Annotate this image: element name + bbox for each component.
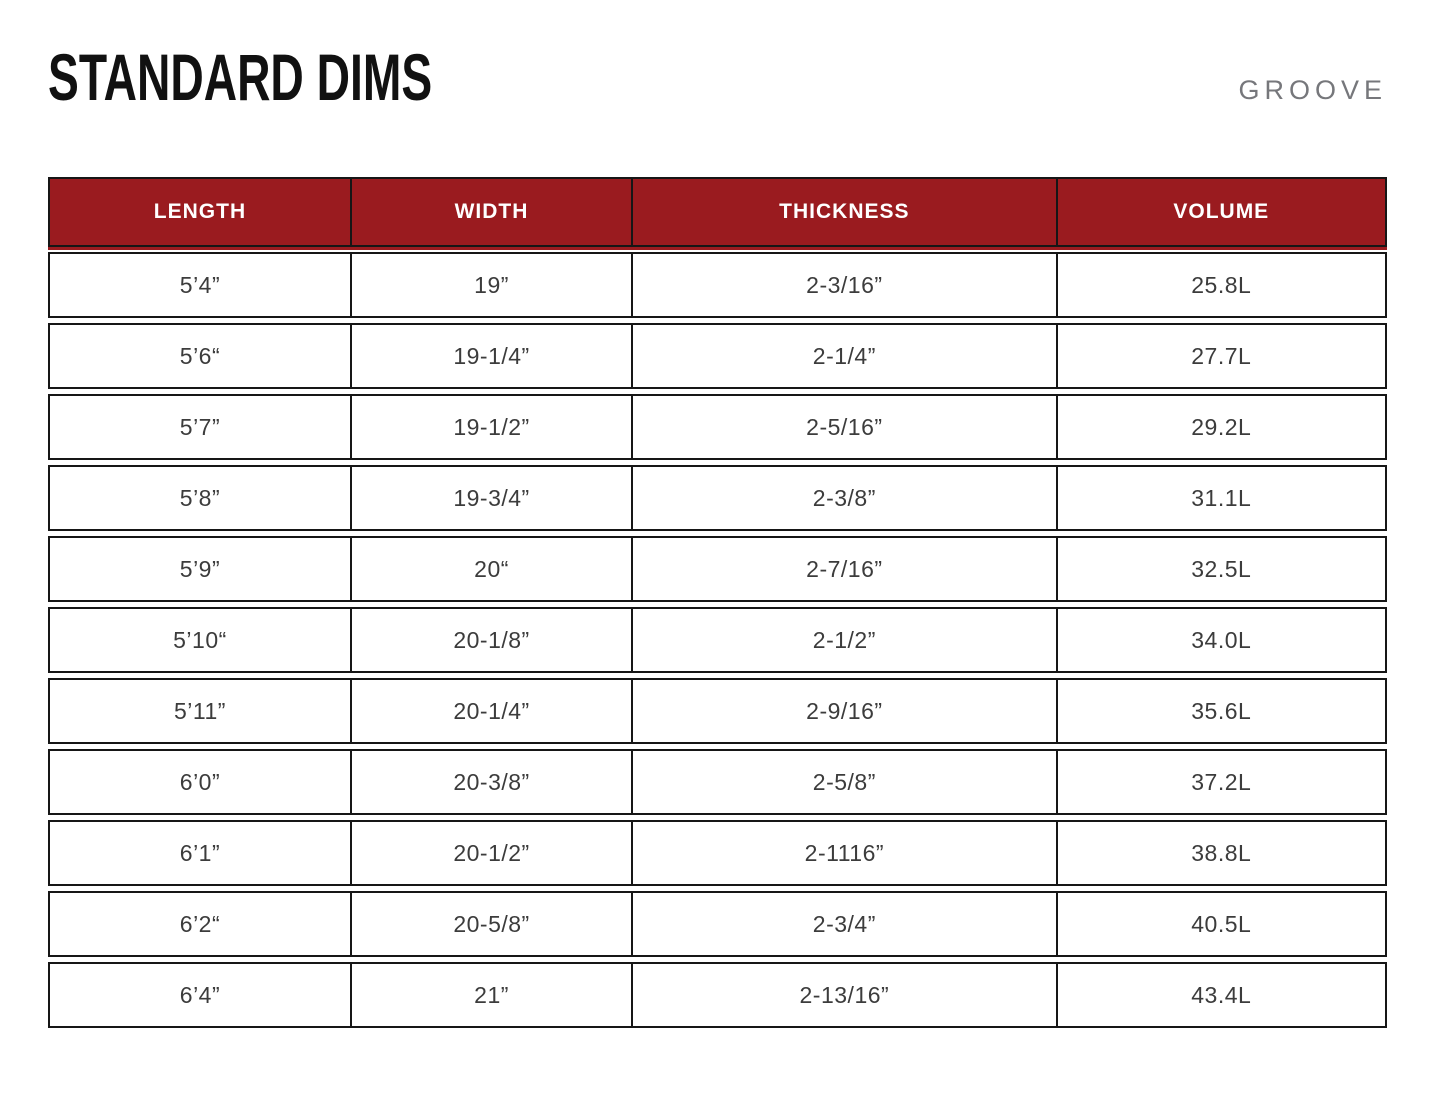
table-cell: 19” [352, 252, 633, 318]
table-cell: 5’7” [48, 394, 352, 460]
table-cell: 20-1/4” [352, 678, 633, 744]
table-row [48, 536, 1387, 602]
table-cell: 31.1L [1058, 465, 1387, 531]
dims-table-wrap [48, 172, 1387, 1033]
table-cell: 20“ [352, 536, 633, 602]
page-title: STANDARD DIMS [48, 40, 433, 114]
table-cell: 38.8L [1058, 820, 1387, 886]
table-cell: 35.6L [1058, 678, 1387, 744]
header-row [48, 177, 1387, 247]
table-cell: 27.7L [1058, 323, 1387, 389]
table-row [48, 607, 1387, 673]
table-cell: 20-5/8” [352, 891, 633, 957]
table-row [48, 678, 1387, 744]
table-cell: 5’6“ [48, 323, 352, 389]
table-cell: 40.5L [1058, 891, 1387, 957]
table-cell: 6’2“ [48, 891, 352, 957]
table-cell: 5’9” [48, 536, 352, 602]
table-row [48, 323, 1387, 389]
dims-table [48, 172, 1387, 1033]
table-cell: 37.2L [1058, 749, 1387, 815]
table-cell: 19-1/4” [352, 323, 633, 389]
table-cell: 6’0” [48, 749, 352, 815]
table-row [48, 465, 1387, 531]
table-cell: 2-9/16” [633, 678, 1057, 744]
table-cell: 25.8L [1058, 252, 1387, 318]
table-cell: 2-1/2” [633, 607, 1057, 673]
table-row [48, 820, 1387, 886]
column-header-thickness: THICKNESS [633, 177, 1057, 247]
table-cell: 34.0L [1058, 607, 1387, 673]
table-cell: 2-5/16” [633, 394, 1057, 460]
table-cell: 43.4L [1058, 962, 1387, 1028]
table-cell: 5’8” [48, 465, 352, 531]
table-cell: 19-3/4” [352, 465, 633, 531]
header-bar [48, 40, 1387, 114]
table-cell: 29.2L [1058, 394, 1387, 460]
table-cell: 21” [352, 962, 633, 1028]
table-cell: 6’4” [48, 962, 352, 1028]
table-cell: 5’11” [48, 678, 352, 744]
table-cell: 2-1116” [633, 820, 1057, 886]
table-cell: 20-1/2” [352, 820, 633, 886]
table-row [48, 962, 1387, 1028]
column-header-volume: VOLUME [1058, 177, 1387, 247]
table-row [48, 891, 1387, 957]
table-cell: 5’4” [48, 252, 352, 318]
table-cell: 5’10“ [48, 607, 352, 673]
table-cell: 2-1/4” [633, 323, 1057, 389]
brand-label: GROOVE [1238, 75, 1387, 105]
table-cell: 2-3/8” [633, 465, 1057, 531]
table-cell: 19-1/2” [352, 394, 633, 460]
table-cell: 2-7/16” [633, 536, 1057, 602]
column-header-width: WIDTH [352, 177, 633, 247]
table-cell: 2-3/4” [633, 891, 1057, 957]
table-cell: 2-13/16” [633, 962, 1057, 1028]
table-cell: 20-3/8” [352, 749, 633, 815]
table-cell: 2-3/16” [633, 252, 1057, 318]
table-cell: 20-1/8” [352, 607, 633, 673]
dims-table-head [48, 177, 1387, 247]
table-row [48, 252, 1387, 318]
dims-table-body [48, 252, 1387, 1028]
table-cell: 32.5L [1058, 536, 1387, 602]
table-row [48, 749, 1387, 815]
table-row [48, 394, 1387, 460]
column-header-length: LENGTH [48, 177, 352, 247]
table-cell: 6’1” [48, 820, 352, 886]
table-cell: 2-5/8” [633, 749, 1057, 815]
